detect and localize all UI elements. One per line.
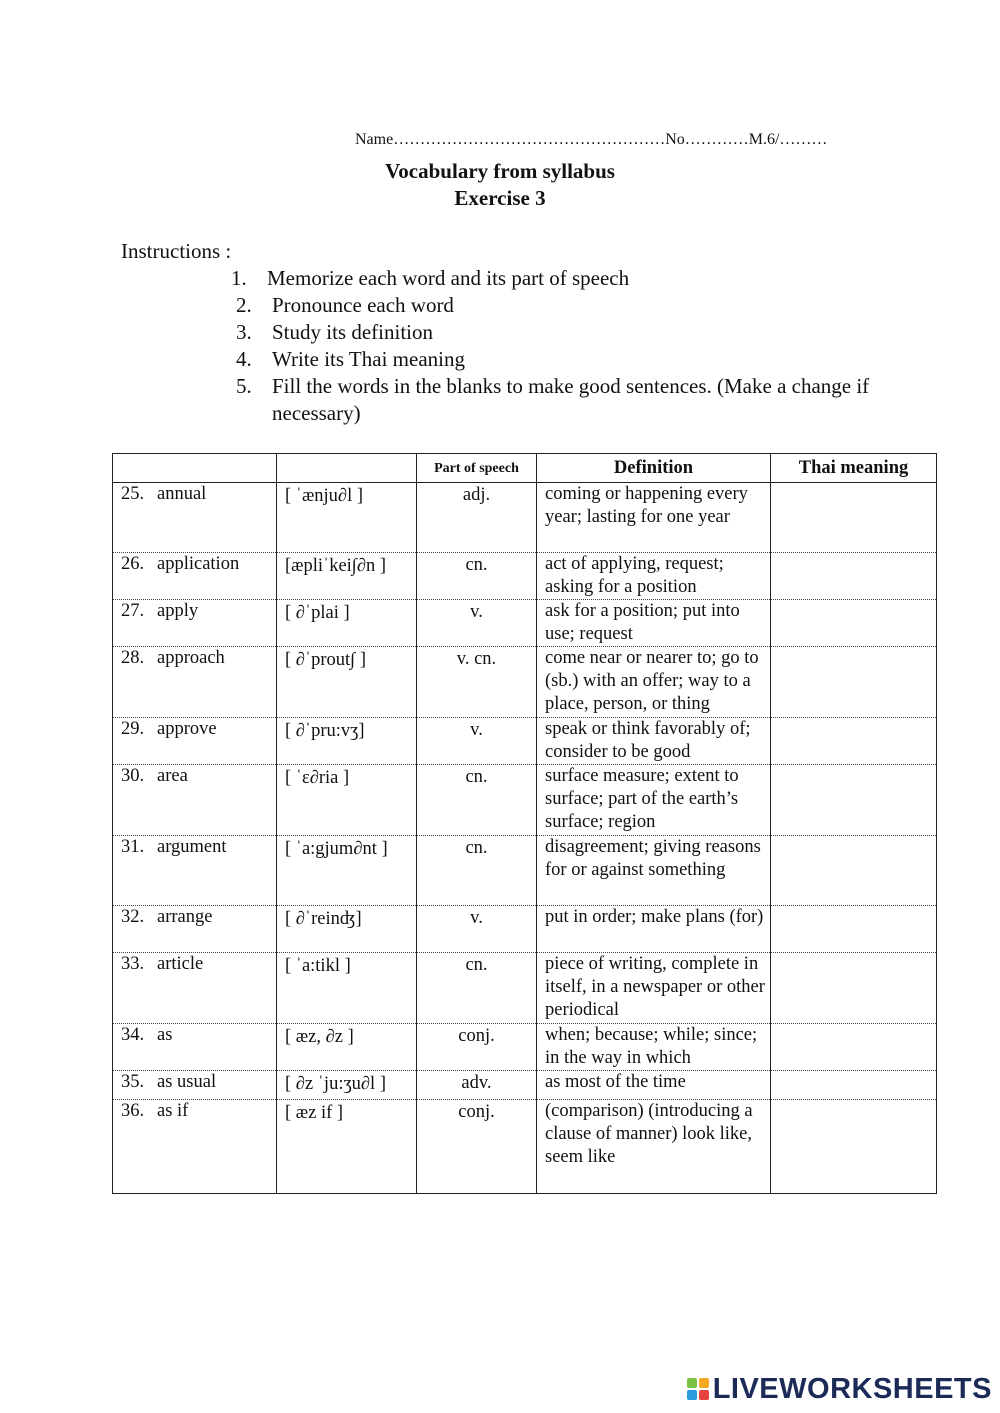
header-thai-meaning: Thai meaning: [771, 454, 937, 483]
table-row: [113, 600, 937, 647]
table-row: [113, 1024, 937, 1071]
table-row: [113, 836, 937, 906]
thai-meaning-cell[interactable]: [771, 1024, 937, 1071]
header-definition: Definition: [537, 454, 771, 483]
instruction-item: [231, 346, 871, 373]
part-of-speech-cell: cn.: [417, 765, 537, 836]
definition-cell: coming or happening every year; lasting for one year: [537, 483, 771, 553]
page-subtitle: Exercise 3: [454, 186, 546, 210]
word-number: 29.: [121, 719, 145, 739]
instruction-text: Study its definition: [272, 320, 434, 344]
definition-cell: piece of writing, complete in itself, in a newspaper or other periodical: [537, 953, 771, 1024]
instructions-label: Instructions :: [121, 239, 232, 263]
word-number: 26.: [121, 554, 145, 574]
word-number: 25.: [121, 484, 145, 504]
liveworksheets-logo-icon: [687, 1378, 709, 1400]
part-of-speech-cell: v. cn.: [417, 647, 537, 718]
liveworksheets-logo: [687, 1371, 992, 1407]
pronunciation-cell: [ ∂ˈpru:vʒ]: [277, 718, 417, 765]
table-header-row: [113, 454, 937, 483]
instruction-text: Write its Thai meaning: [272, 347, 465, 371]
pronunciation-cell: [ ˈa:gjum∂nt ]: [277, 836, 417, 906]
definition-cell: when; because; while; since; in the way in which: [537, 1024, 771, 1071]
header-word: [113, 454, 277, 483]
logo-square: [687, 1390, 697, 1400]
definition-cell: ask for a position; put into use; request: [537, 600, 771, 647]
header-pronunciation: [277, 454, 417, 483]
word-cell: [113, 1024, 277, 1071]
instruction-text: Memorize each word and its part of speech: [267, 266, 630, 290]
word-text: approve: [157, 719, 217, 739]
word-number: 36.: [121, 1101, 145, 1121]
word-text: annual: [157, 484, 207, 504]
instruction-number: 1.: [231, 266, 247, 290]
word-cell: [113, 1100, 277, 1194]
thai-meaning-cell[interactable]: [771, 906, 937, 953]
definition-cell: as most of the time: [537, 1071, 771, 1100]
instruction-item: [231, 319, 871, 346]
part-of-speech-cell: cn.: [417, 953, 537, 1024]
word-cell: [113, 953, 277, 1024]
definition-cell: speak or think favorably of; consider to be good: [537, 718, 771, 765]
part-of-speech-cell: adv.: [417, 1071, 537, 1100]
table-row: [113, 718, 937, 765]
word-text: area: [157, 766, 188, 786]
thai-meaning-cell[interactable]: [771, 1100, 937, 1194]
word-number: 30.: [121, 766, 145, 786]
thai-meaning-cell[interactable]: [771, 836, 937, 906]
word-number: 33.: [121, 954, 145, 974]
instruction-item: [231, 292, 871, 319]
pronunciation-cell: [ ˈɛ∂ria ]: [277, 765, 417, 836]
word-number: 34.: [121, 1025, 145, 1045]
table-row: [113, 647, 937, 718]
word-text: arrange: [157, 907, 213, 927]
word-cell: [113, 765, 277, 836]
table-row: [113, 1100, 937, 1194]
word-text: as: [157, 1025, 173, 1045]
word-text: article: [157, 954, 204, 974]
page-title: Vocabulary from syllabus: [385, 159, 615, 183]
word-cell: [113, 600, 277, 647]
instruction-text: Pronounce each word: [272, 293, 454, 317]
word-cell: [113, 718, 277, 765]
thai-meaning-cell[interactable]: [771, 765, 937, 836]
instruction-number: 3.: [236, 320, 252, 344]
word-text: apply: [157, 601, 199, 621]
word-text: as if: [157, 1101, 189, 1121]
word-text: application: [157, 554, 240, 574]
logo-square: [687, 1378, 697, 1388]
word-number: 28.: [121, 648, 145, 668]
thai-meaning-cell[interactable]: [771, 718, 937, 765]
thai-meaning-cell[interactable]: [771, 483, 937, 553]
definition-cell: come near or nearer to; go to (sb.) with an offer; way to a place, person, or thing: [537, 647, 771, 718]
definition-cell: (comparison) (introducing a clause of manner) look like, seem like: [537, 1100, 771, 1194]
part-of-speech-cell: cn.: [417, 553, 537, 600]
pronunciation-cell: [ ˈænju∂l ]: [277, 483, 417, 553]
name-line: Name……………………………………………No…………M.6/………: [355, 131, 828, 148]
definition-cell: surface measure; extent to surface; part of the earth’s surface; region: [537, 765, 771, 836]
pronunciation-cell: [ ∂ˈprout∫ ]: [277, 647, 417, 718]
definition-cell: act of applying, request; asking for a position: [537, 553, 771, 600]
table-row: [113, 953, 937, 1024]
word-cell: [113, 647, 277, 718]
pronunciation-cell: [ ˈa:tikl ]: [277, 953, 417, 1024]
part-of-speech-cell: conj.: [417, 1100, 537, 1194]
header-part-of-speech: Part of speech: [417, 454, 537, 483]
pronunciation-cell: [ æz if ]: [277, 1100, 417, 1194]
thai-meaning-cell[interactable]: [771, 953, 937, 1024]
part-of-speech-cell: v.: [417, 718, 537, 765]
instruction-item: [231, 373, 871, 427]
word-number: 27.: [121, 601, 145, 621]
table-row: [113, 1071, 937, 1100]
definition-cell: disagreement; giving reasons for or against something: [537, 836, 771, 906]
instruction-text: Fill the words in the blanks to make good sentences. (Make a change if necessary): [272, 374, 870, 425]
thai-meaning-cell[interactable]: [771, 1071, 937, 1100]
pronunciation-cell: [ ∂z ˈju:ʒu∂l ]: [277, 1071, 417, 1100]
table-row: [113, 906, 937, 953]
part-of-speech-cell: adj.: [417, 483, 537, 553]
pronunciation-cell: [æpliˈkei∫∂n ]: [277, 553, 417, 600]
word-text: as usual: [157, 1072, 217, 1092]
word-cell: [113, 1071, 277, 1100]
instruction-number: 2.: [236, 293, 252, 317]
pronunciation-cell: [ ∂ˈplai ]: [277, 600, 417, 647]
part-of-speech-cell: v.: [417, 906, 537, 953]
word-text: approach: [157, 648, 225, 668]
thai-meaning-cell[interactable]: [771, 600, 937, 647]
table-row: [113, 553, 937, 600]
logo-square: [699, 1378, 709, 1388]
instruction-number: 5.: [236, 374, 252, 398]
instruction-item: [231, 265, 871, 292]
part-of-speech-cell: conj.: [417, 1024, 537, 1071]
vocabulary-table: [112, 453, 937, 1194]
word-cell: [113, 906, 277, 953]
part-of-speech-cell: v.: [417, 600, 537, 647]
pronunciation-cell: [ ∂ˈreinʤ]: [277, 906, 417, 953]
thai-meaning-cell[interactable]: [771, 553, 937, 600]
thai-meaning-cell[interactable]: [771, 647, 937, 718]
word-cell: [113, 836, 277, 906]
word-text: argument: [157, 837, 227, 857]
logo-square: [699, 1390, 709, 1400]
word-cell: [113, 553, 277, 600]
word-number: 31.: [121, 837, 145, 857]
instruction-number: 4.: [236, 347, 252, 371]
part-of-speech-cell: cn.: [417, 836, 537, 906]
table-row: [113, 483, 937, 553]
word-number: 35.: [121, 1072, 145, 1092]
word-number: 32.: [121, 907, 145, 927]
logo-text: LIVEWORKSHEETS: [712, 1372, 992, 1405]
definition-cell: put in order; make plans (for): [537, 906, 771, 953]
instructions-list: [231, 265, 871, 427]
word-cell: [113, 483, 277, 553]
pronunciation-cell: [ æz, ∂z ]: [277, 1024, 417, 1071]
table-row: [113, 765, 937, 836]
